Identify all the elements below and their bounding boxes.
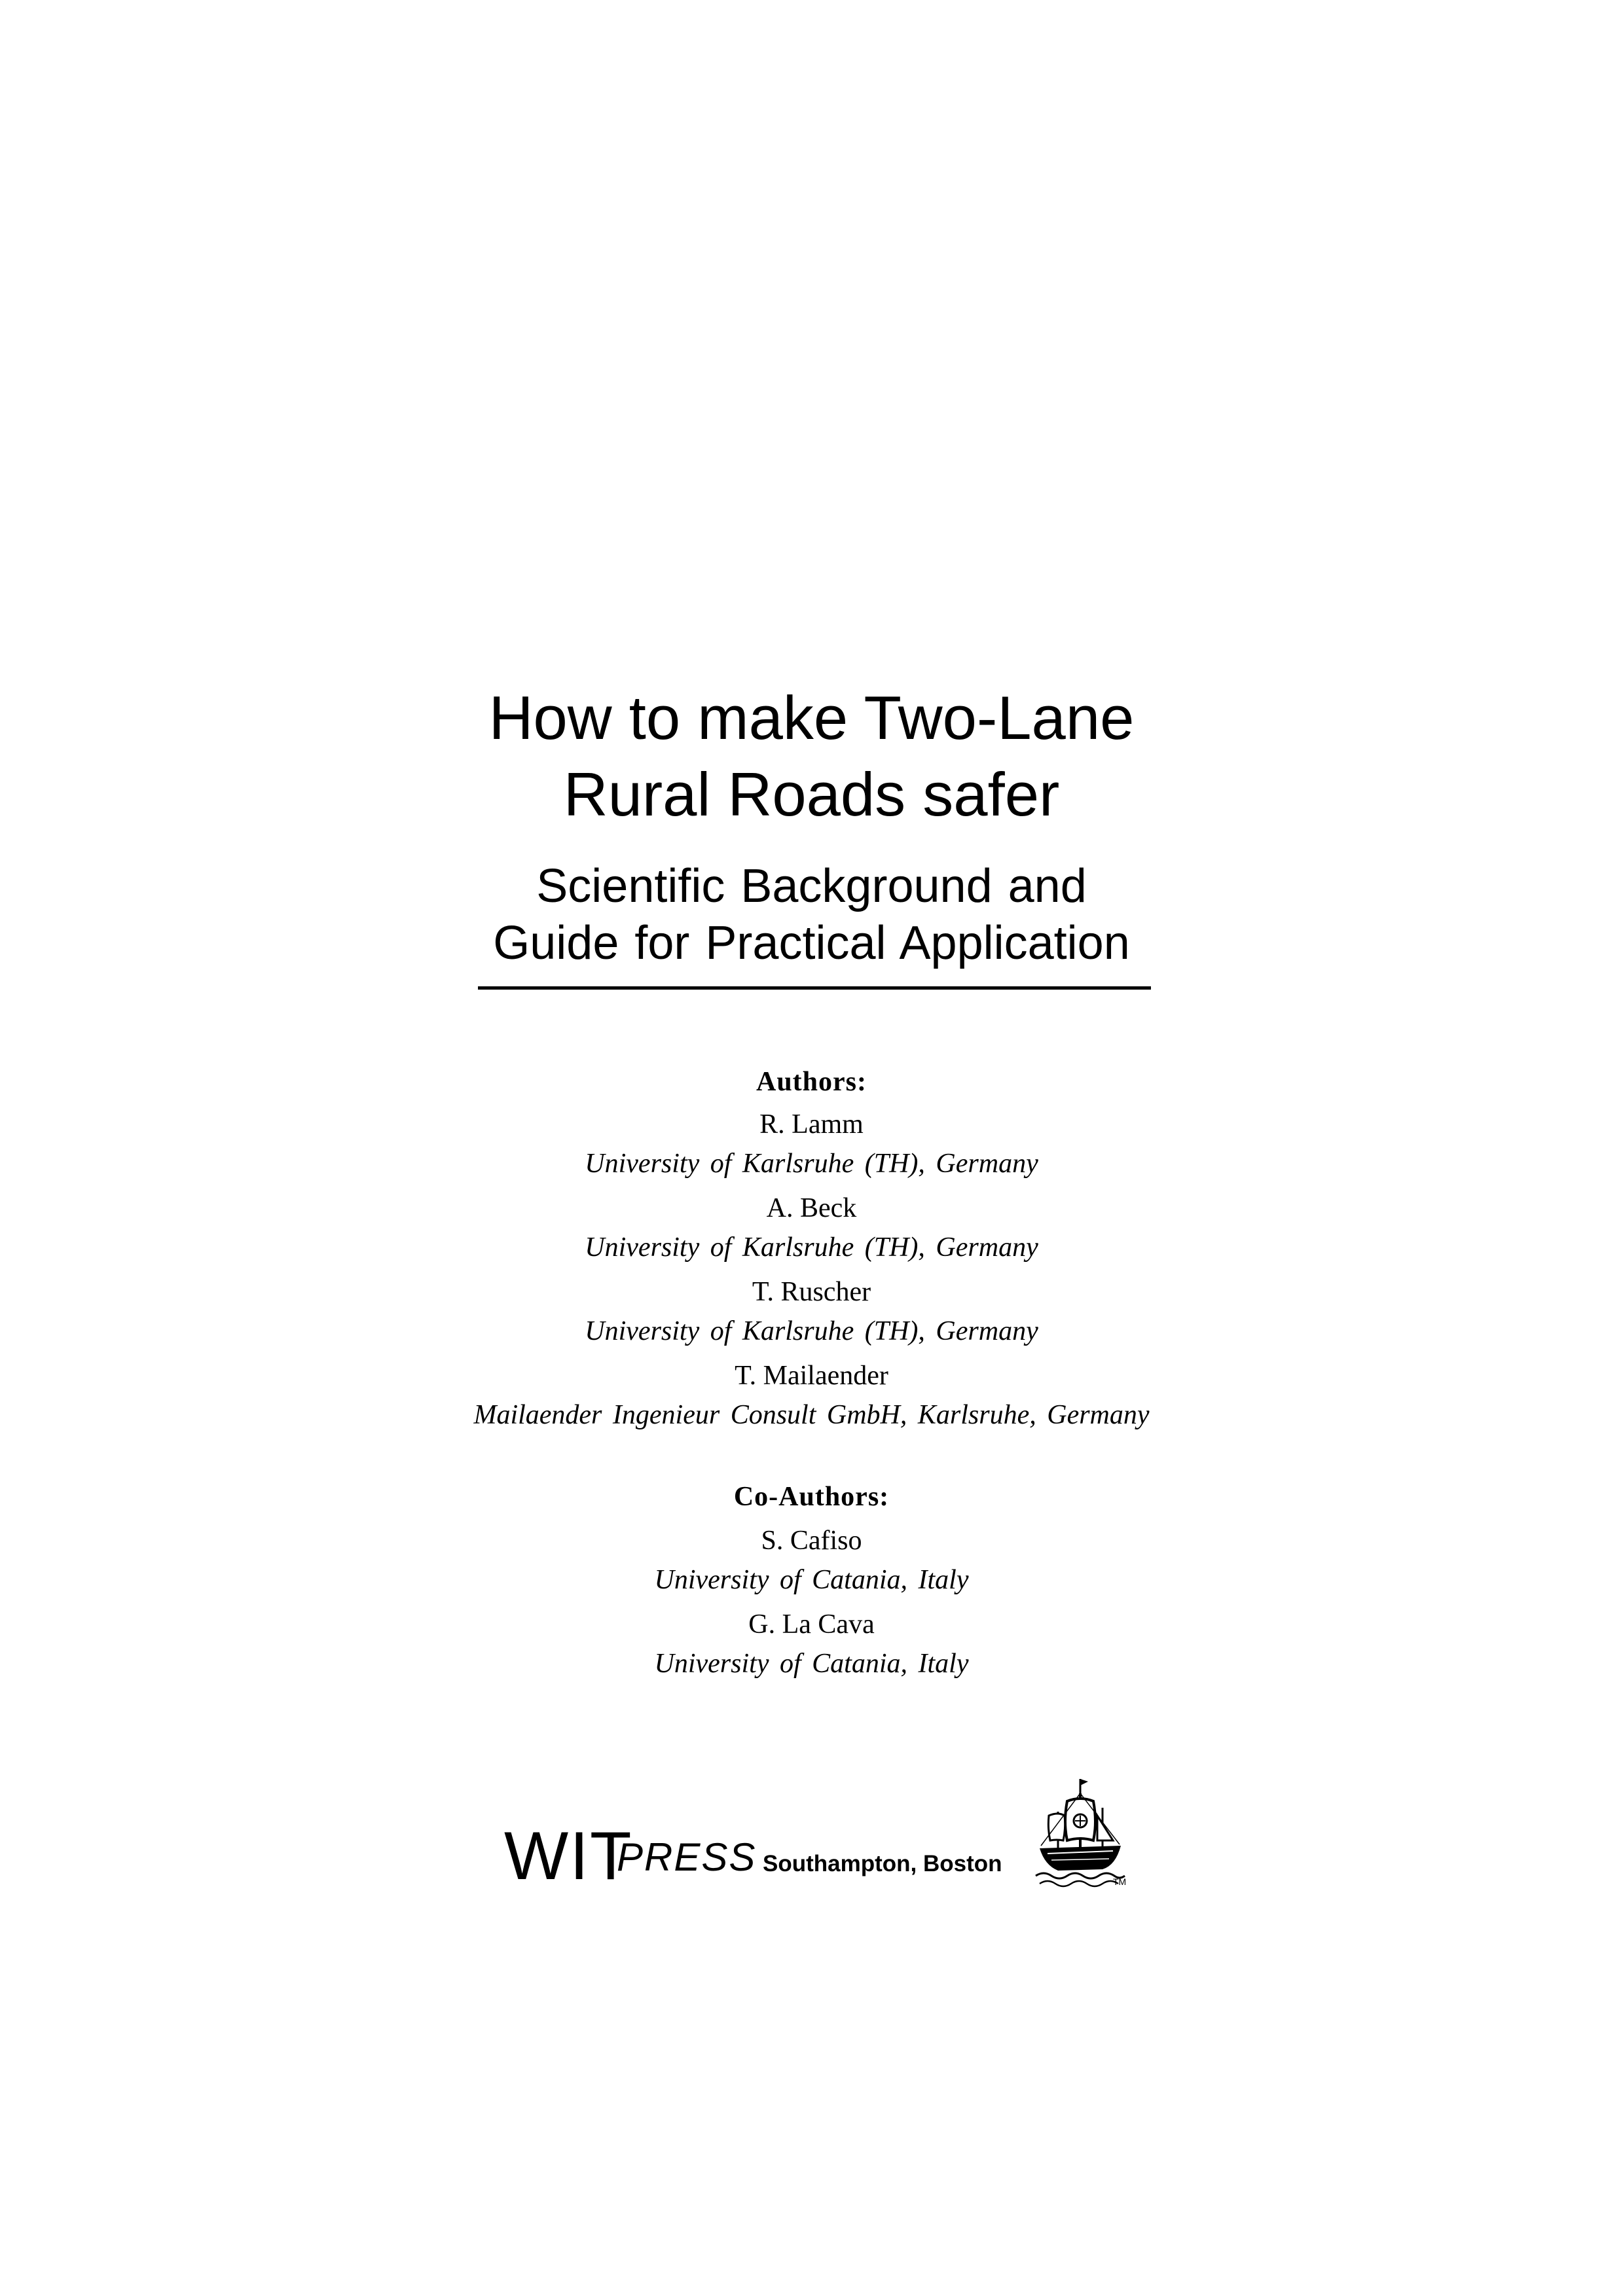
trademark-mark: TM — [1113, 1876, 1127, 1887]
book-subtitle — [0, 860, 1623, 912]
coauthor-affiliation: University of Catania, Italy — [654, 1565, 969, 1595]
ship-icon — [1034, 1767, 1126, 1892]
author-affiliation: University of Karlsruhe (TH), Germany — [585, 1149, 1038, 1179]
subtitle-line-1: Scientific Background and — [536, 860, 1087, 912]
author-name: T. Ruscher — [752, 1277, 871, 1307]
title-divider — [478, 986, 1151, 990]
title-line-2: Rural Roads safer — [563, 760, 1060, 829]
book-title-2 — [0, 760, 1623, 829]
author-affiliation: University of Karlsruhe (TH), Germany — [585, 1232, 1038, 1263]
author-name: A. Beck — [766, 1193, 857, 1223]
authors-heading: Authors: — [756, 1067, 867, 1097]
author-affiliation: University of Karlsruhe (TH), Germany — [585, 1316, 1038, 1346]
coauthors-heading: Co-Authors: — [733, 1482, 890, 1512]
publisher-cities: Southampton, Boston — [763, 1851, 1002, 1876]
coauthor-name: G. La Cava — [748, 1609, 875, 1640]
book-title — [0, 683, 1623, 752]
publisher-name-wit: WIT — [504, 1818, 633, 1894]
book-subtitle-2 — [0, 917, 1623, 969]
publisher-name-press: PRESS — [617, 1835, 757, 1879]
publisher-imprint — [504, 1767, 1159, 1898]
title-line-1: How to make Two-Lane — [488, 683, 1135, 752]
author-name: R. Lamm — [759, 1109, 864, 1139]
coauthor-name: S. Cafiso — [761, 1526, 862, 1556]
author-affiliation: Mailaender Ingenieur Consult GmbH, Karlsruhe, Germany — [473, 1400, 1150, 1430]
subtitle-line-2: Guide for Practical Application — [493, 917, 1130, 969]
author-name: T. Mailaender — [735, 1361, 888, 1391]
coauthor-affiliation: University of Catania, Italy — [654, 1649, 969, 1679]
